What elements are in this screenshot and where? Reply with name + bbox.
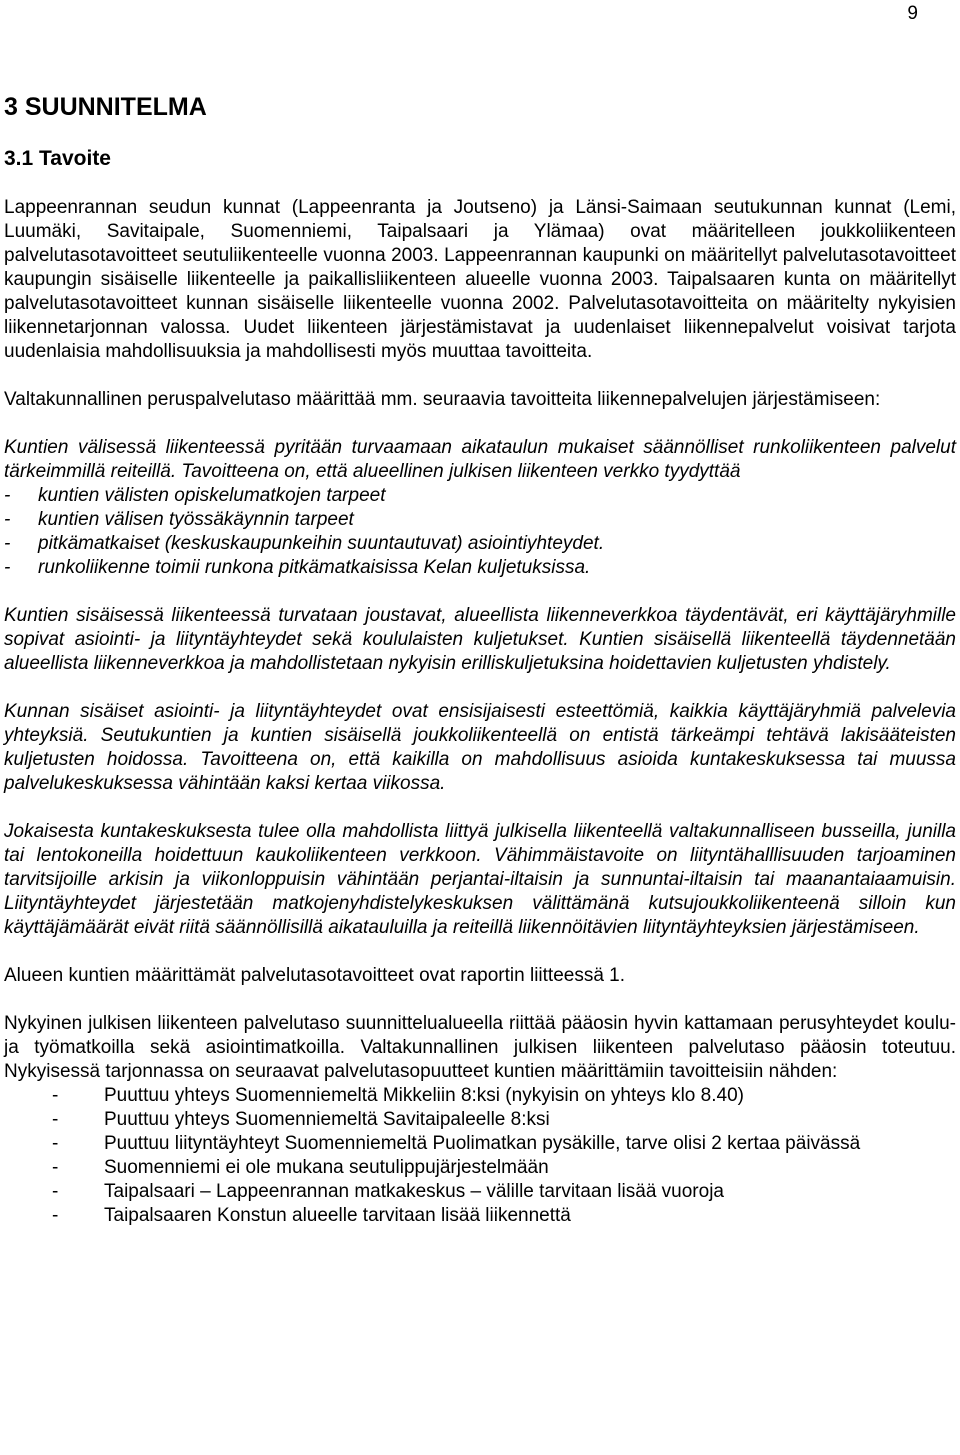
shortcomings-list [4,1084,956,1228]
list-item: - Taipalsaari – Lappeenrannan matkakeskus – välille tarvitaan lisää vuoroja [52,1180,956,1204]
paragraph-accessibility: Kunnan sisäiset asiointi- ja liityntäyhteydet ovat ensisijaisesti esteettömiä, kaikkia käyttäjäryhmiä palvelevia yhteyksiä. Seutukuntien ja kuntien sisäisellä joukkoliikenteellä on entistä tärkeämpi tehtävä lakisääteisten kuljetusten hoidossa. Tavoitteena on, että kaikilla on mahdollisuus asioida kuntakeskuksessa tai muussa palvelukeskuksessa vähintään kaksi kertaa viikossa. [4,701,956,794]
list-item: - runkoliikenne toimii runkona pitkämatkaisissa Kelan kuljetuksissa. [4,556,956,580]
list-item: - Suomenniemi ei ole mukana seutulippujärjestelmään [52,1156,956,1180]
section-heading: 3.1 Tavoite [4,147,111,170]
list-item: - kuntien välisen työssäkäynnin tarpeet [4,508,956,532]
chapter-heading: 3 SUUNNITELMA [4,93,207,121]
list-item: - Puuttuu yhteys Suomenniemeltä Mikkeliin 8:ksi (nykyisin on yhteys klo 8.40) [52,1084,956,1108]
list-item: - kuntien välisten opiskelumatkojen tarpeet [4,484,956,508]
list-item: - pitkämatkaiset (keskuskaupunkeihin suuntautuvat) asiointiyhteydet. [4,532,956,556]
paragraph-intro: Lappeenrannan seudun kunnat (Lappeenranta ja Joutseno) ja Länsi-Saimaan seutukunnan kunnat (Lemi, Luumäki, Savitaipale, Suomenniemi, Taipalsaari ja Ylämaa) ovat määritelleen joukkoliikenteen palvelutasotavoitteet seutuliikenteelle vuonna 2003. Lappeenrannan kaupunki on määritellyt palvelutasotavoitteet kaupungin sisäiselle liikenteelle ja paikallisliikenteen alueelle vuonna 2003. Taipalsaaren kunta on määritellyt palvelutasotavoitteet kunnan sisäiselle liikenteelle vuonna 2002. Palvelutasotavoitteita on määritelty nykyisien liikennetarjonnan valossa. Uudet liikenteen järjestämistavat ja uudenlaiset liikennepalvelut voisivat tarjota uudenlaisia mahdollisuuksia ja mahdollisesti myös muuttaa tavoitteita. [4,197,956,362]
page-number: 9 [907,3,918,24]
document-body [4,92,956,1228]
list-item: - Taipalsaaren Konstun alueelle tarvitaan lisää liikennettä [52,1204,956,1228]
paragraph-national-level: Valtakunnallinen peruspalvelutaso määrittää mm. seuraavia tavoitteita liikennepalvelujen järjestämiseen: [4,389,881,410]
paragraph-intermunicipal: Kuntien välisessä liikenteessä pyritään turvaamaan aikataulun mukaiset säännölliset runkoliikenteen palvelut tärkeimmillä reiteillä. Tavoitteena on, että alueellinen julkisen liikenteen verkko tyydyttää [4,437,956,482]
list-item: - Puuttuu yhteys Suomenniemeltä Savitaipaleelle 8:ksi [52,1108,956,1132]
list-item: - Puuttuu liityntäyhteyt Suomenniemeltä Puolimatkan pysäkille, tarve olisi 2 kertaa päivässä [52,1132,956,1156]
paragraph-internal-traffic: Kuntien sisäisessä liikenteessä turvataan joustavat, alueellista liikenneverkkoa täydentävät, eri käyttäjäryhmille sopivat asiointi- ja liityntäyhteydet sekä koululaisten kuljetukset. Kuntien sisäisellä liikenteellä täydennetään alueellista liikenneverkkoa ja mahdollistetaan nykyisin erilliskuljetuksina hoidettavien kuljetusten yhdistely. [4,605,956,674]
paragraph-current-service: Nykyinen julkisen liikenteen palvelutaso suunnittelualueella riittää pääosin hyvin kattamaan perusyhteydet koulu- ja työmatkoilla sekä asiointimatkoilla. Valtakunnallinen julkisen liikenteen palvelutaso pääosin toteutuu. Nykyisessä tarjonnassa on seuraavat palvelutasopuutteet kuntien määrittämiin tavoitteisiin nähden: [4,1013,956,1082]
dash-list [4,484,956,580]
paragraph-long-distance: Jokaisesta kuntakeskuksesta tulee olla mahdollista liittyä julkisella liikenteellä valtakunnalliseen busseilla, junilla tai lentokoneilla hoidettuun kaukoliikenteen verkkoon. Vähimmäistavoite on liityntähalllisuuden tarjoaminen tarvitsijoille arkisin ja viikonloppuisin vähintään perjantai-iltaisin ja sunnuntai-iltaisin tai maanantaiaamuisin. Liityntäyhteydet järjestetään matkojenyhdistelykeskuksen välittämänä kutsujoukkoliikenteenä silloin kun käyttäjämäärät eivät riitä säännöllisillä aikatauluilla ja reiteillä liikennöitävien liityntäyhteyksien järjestämiseen. [4,821,956,938]
paragraph-appendix-ref: Alueen kuntien määrittämät palvelutasotavoitteet ovat raportin liitteessä 1. [4,965,626,986]
